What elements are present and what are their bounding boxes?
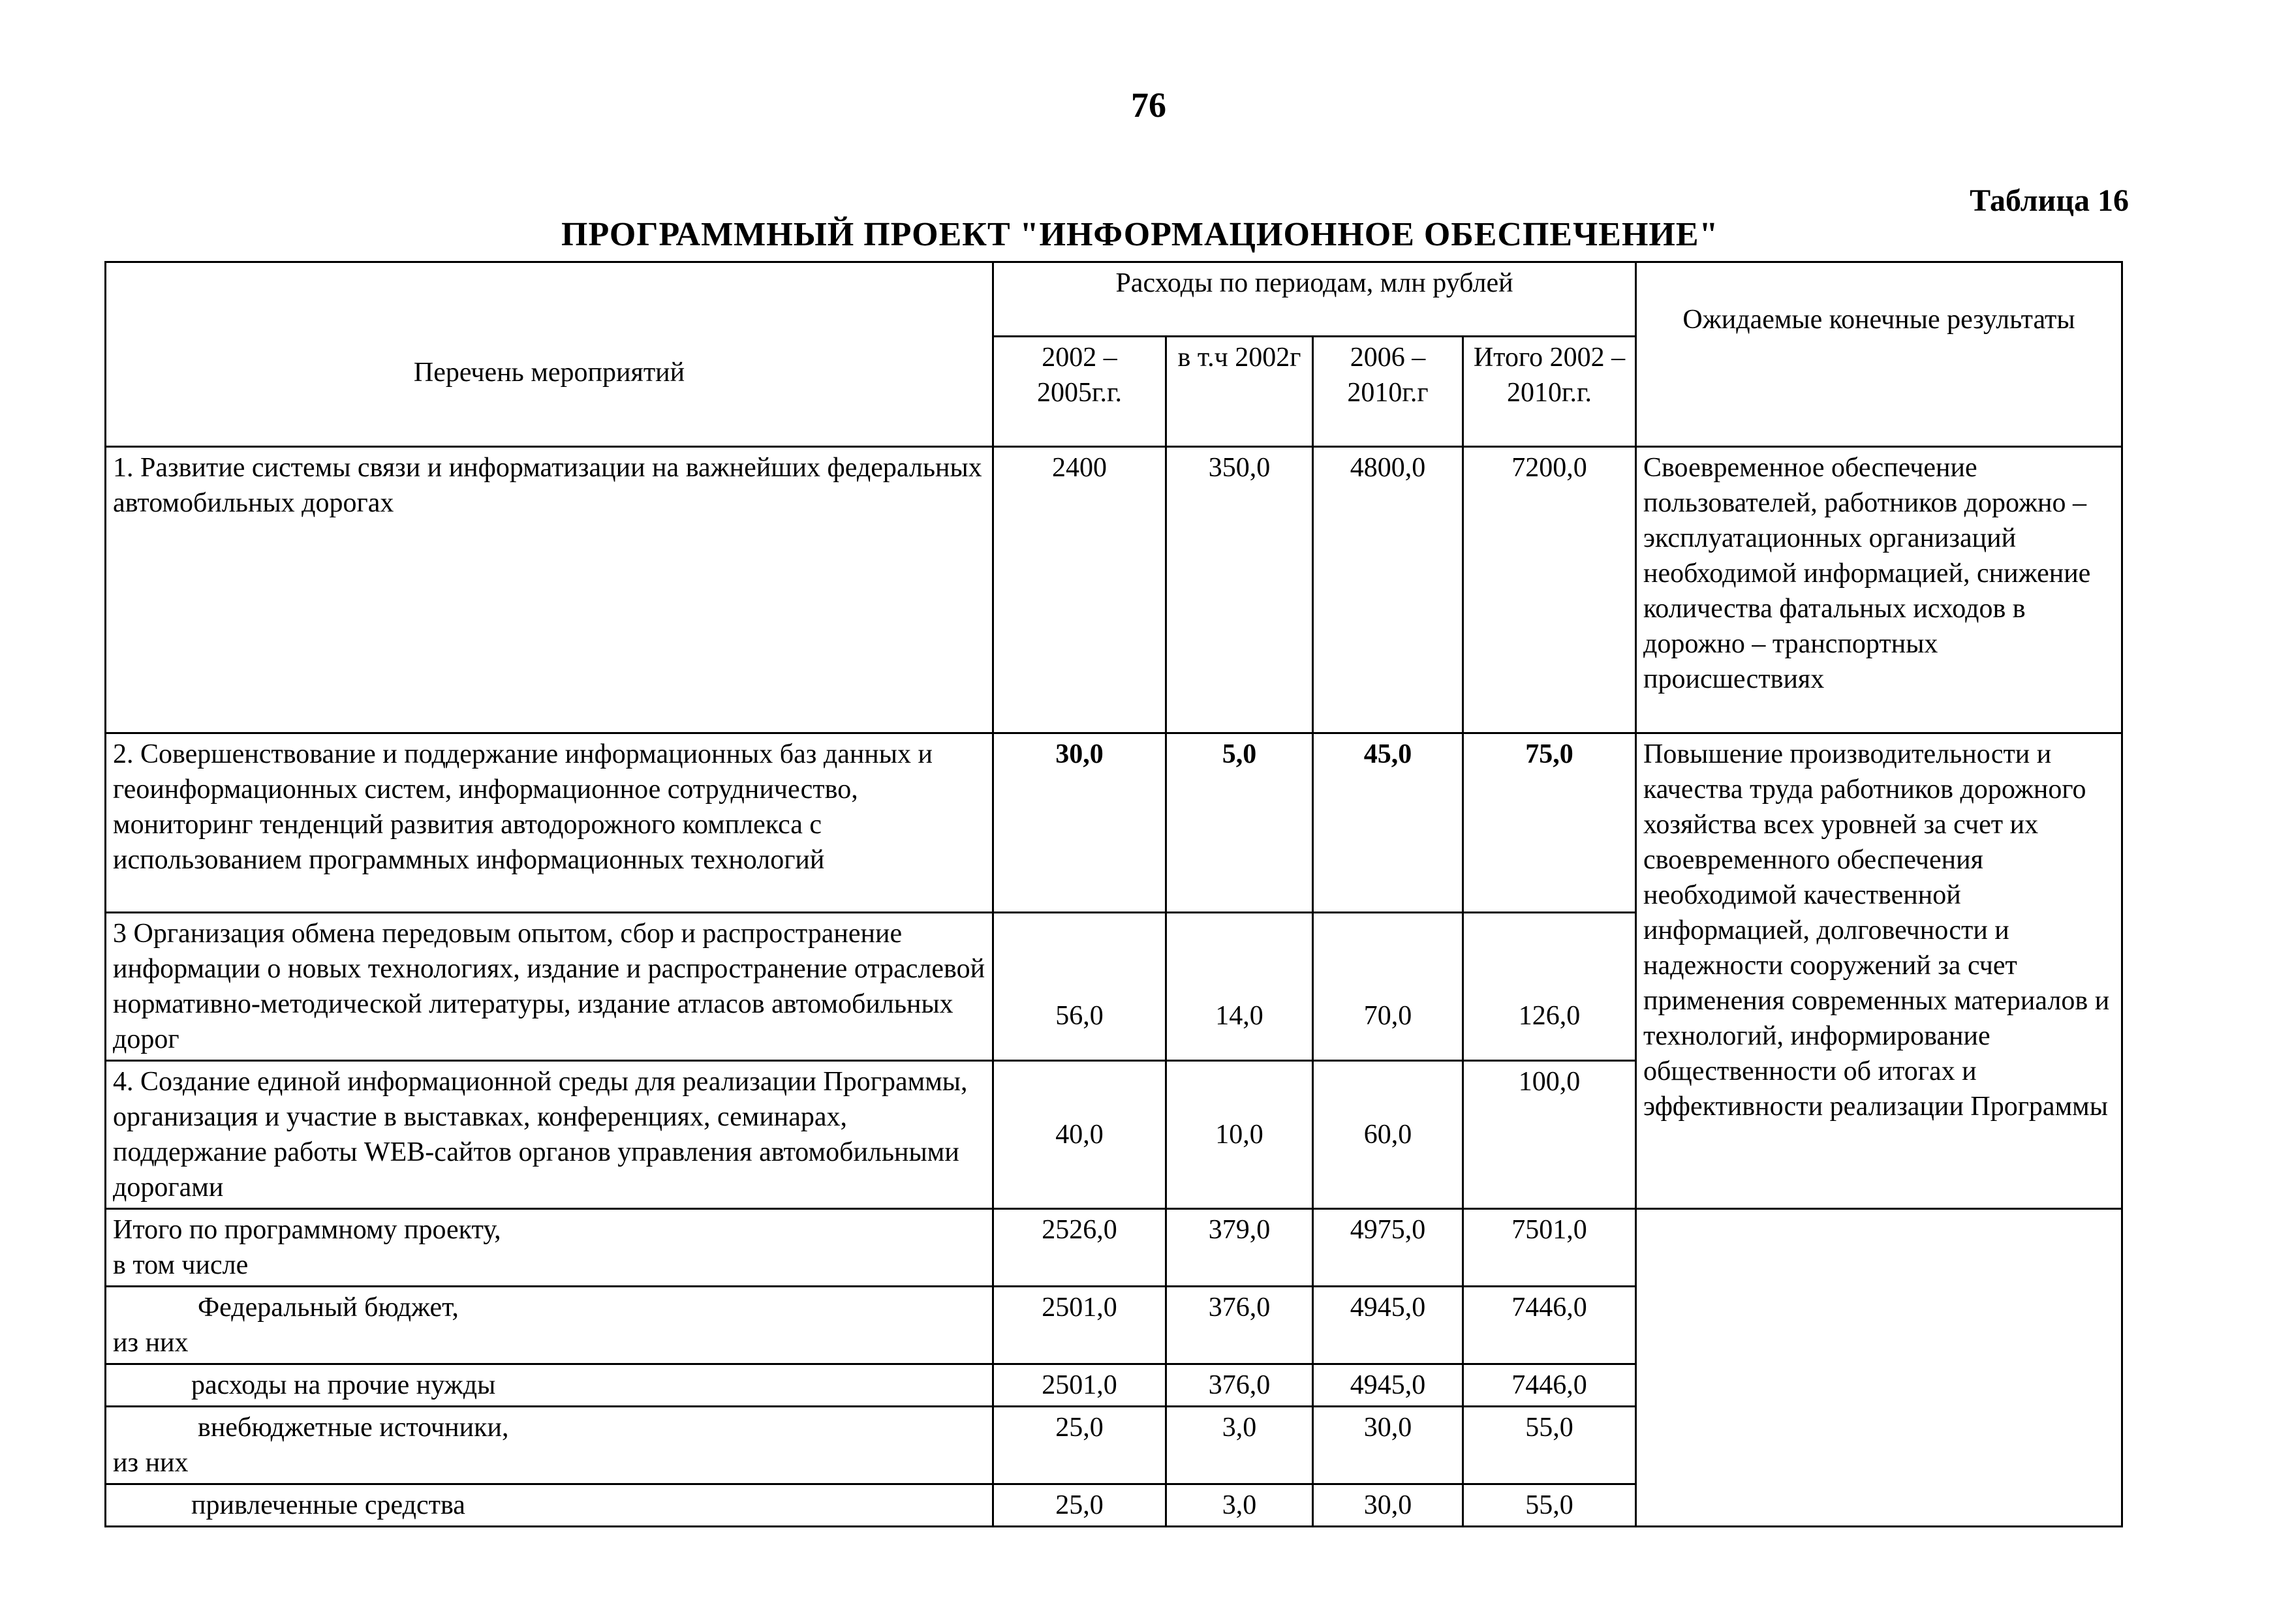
value-2006-2010: 70,0 bbox=[1313, 913, 1463, 1061]
value-total: 7200,0 bbox=[1463, 447, 1636, 733]
totals-label-line2: в том числе bbox=[113, 1250, 249, 1280]
value-2006-2010: 4800,0 bbox=[1313, 447, 1463, 733]
activity-name: 4. Создание единой информационной среды для реализации Программы, организация и участие в выставках, конференциях, семинарах, поддержание работы WEB-сайтов органов управления автомобильными дорогами bbox=[106, 1061, 993, 1209]
header-col-2002-2005: 2002 – 2005г.г. bbox=[993, 337, 1166, 447]
document-title: ПРОГРАММНЫЙ ПРОЕКТ "ИНФОРМАЦИОННОЕ ОБЕСПЕЧЕНИЕ" bbox=[561, 216, 1719, 253]
value-2002-2005: 30,0 bbox=[993, 733, 1166, 913]
activity-name: 1. Развитие системы связи и информатизации на важнейших федеральных автомобильных дорогах bbox=[106, 447, 993, 733]
value-total: 126,0 bbox=[1463, 913, 1636, 1061]
totals-label-line1: внебюджетные источники, bbox=[198, 1413, 509, 1443]
value-2006-2010: 30,0 bbox=[1313, 1407, 1463, 1484]
activity-name: 2. Совершенствование и поддержание информационных баз данных и геоинформационных систем, информационное сотрудничество, мониторинг тенденций развития автодорожного комплекса с использованием программных информационных технологий bbox=[106, 733, 993, 913]
value-2002-2005: 2501,0 bbox=[993, 1364, 1166, 1407]
totals-label bbox=[106, 1209, 993, 1287]
value-2002-2005: 2400 bbox=[993, 447, 1166, 733]
value-2002-2005: 56,0 bbox=[993, 913, 1166, 1061]
totals-label bbox=[106, 1407, 993, 1484]
value-2006-2010: 4945,0 bbox=[1313, 1364, 1463, 1407]
totals-row bbox=[106, 1209, 2122, 1287]
value-total: 55,0 bbox=[1463, 1484, 1636, 1527]
totals-label-line1: Итого по программному проекту, bbox=[113, 1215, 501, 1245]
value-2002: 376,0 bbox=[1166, 1287, 1313, 1364]
value-total: 55,0 bbox=[1463, 1407, 1636, 1484]
value-2002-2005: 40,0 bbox=[993, 1061, 1166, 1209]
value-2006-2010: 45,0 bbox=[1313, 733, 1463, 913]
table-header-row-1 bbox=[106, 262, 2122, 337]
value-2002: 3,0 bbox=[1166, 1407, 1313, 1484]
value-2002: 14,0 bbox=[1166, 913, 1313, 1061]
expected-result: Своевременное обеспечение пользователей, работников дорожно – эксплуатационных организаций необходимой информацией, снижение количества фатальных исходов в дорожно – транспортных происшествиях bbox=[1636, 447, 2122, 733]
header-results: Ожидаемые конечные результаты bbox=[1636, 262, 2122, 447]
value-2002: 10,0 bbox=[1166, 1061, 1313, 1209]
value-2002: 376,0 bbox=[1166, 1364, 1313, 1407]
value-2006-2010: 60,0 bbox=[1313, 1061, 1463, 1209]
value-2002-2005: 2526,0 bbox=[993, 1209, 1166, 1287]
value-total: 7446,0 bbox=[1463, 1287, 1636, 1364]
header-col-total: Итого 2002 – 2010г.г. bbox=[1463, 337, 1636, 447]
header-col-2006-2010: 2006 – 2010г.г bbox=[1313, 337, 1463, 447]
value-2002-2005: 25,0 bbox=[993, 1407, 1166, 1484]
table-row bbox=[106, 447, 2122, 733]
totals-label: расходы на прочие нужды bbox=[106, 1364, 993, 1407]
value-2002: 350,0 bbox=[1166, 447, 1313, 733]
header-activities: Перечень мероприятий bbox=[106, 262, 993, 447]
page-number: 76 bbox=[1131, 85, 1166, 125]
value-total: 7446,0 bbox=[1463, 1364, 1636, 1407]
value-2006-2010: 4945,0 bbox=[1313, 1287, 1463, 1364]
header-col-2002: в т.ч 2002г bbox=[1166, 337, 1313, 447]
totals-label-line2: из них bbox=[113, 1448, 189, 1478]
value-total: 100,0 bbox=[1463, 1061, 1636, 1209]
value-2002-2005: 2501,0 bbox=[993, 1287, 1166, 1364]
value-total: 7501,0 bbox=[1463, 1209, 1636, 1287]
value-2002: 3,0 bbox=[1166, 1484, 1313, 1527]
totals-label bbox=[106, 1287, 993, 1364]
totals-label-line1: Федеральный бюджет, bbox=[198, 1293, 459, 1323]
table-row bbox=[106, 733, 2122, 913]
results-empty bbox=[1636, 1209, 2122, 1527]
value-2002: 379,0 bbox=[1166, 1209, 1313, 1287]
value-total: 75,0 bbox=[1463, 733, 1636, 913]
expected-result: Повышение производительности и качества труда работников дорожного хозяйства всех уровней за счет их своевременного обеспечения необходимой качественной информацией, долговечности и надежности сооружений за счет применения современных материалов и технологий, информирование общественности об итогах и эффективности реализации Программы bbox=[1636, 733, 2122, 1209]
program-table bbox=[104, 261, 2123, 1527]
activity-name: 3 Организация обмена передовым опытом, сбор и распространение информации о новых технологиях, издание и распространение отраслевой нормативно-методической литературы, издание атласов автомобильных дорог bbox=[106, 913, 993, 1061]
totals-label: привлеченные средства bbox=[106, 1484, 993, 1527]
value-2002-2005: 25,0 bbox=[993, 1484, 1166, 1527]
value-2006-2010: 4975,0 bbox=[1313, 1209, 1463, 1287]
value-2006-2010: 30,0 bbox=[1313, 1484, 1463, 1527]
totals-label-line2: из них bbox=[113, 1328, 189, 1358]
table-label: Таблица 16 bbox=[1970, 183, 2129, 218]
header-expenses-group: Расходы по периодам, млн рублей bbox=[993, 262, 1636, 337]
value-2002: 5,0 bbox=[1166, 733, 1313, 913]
